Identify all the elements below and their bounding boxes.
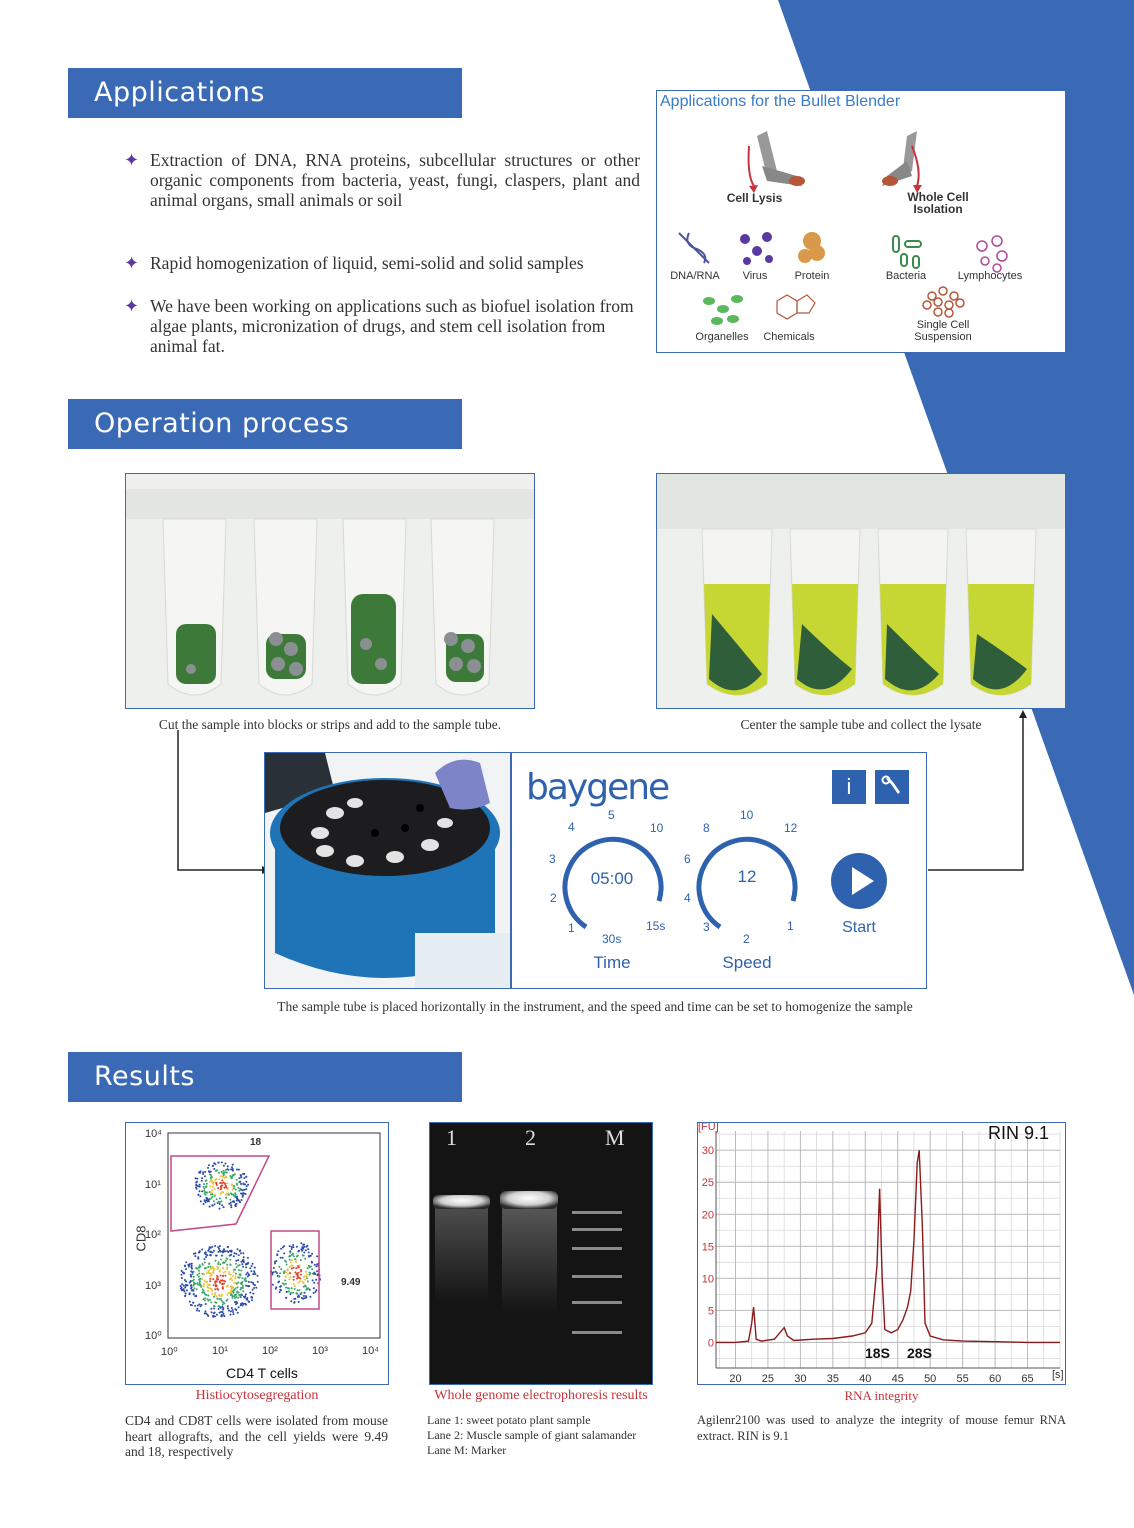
gate-label-949: 9.49 (341, 1277, 361, 1288)
time-tick: 3 (549, 852, 556, 866)
label-whole-cell: Whole Cell Isolation (907, 190, 969, 216)
speed-value: 12 (737, 867, 757, 886)
x-tick-label: 65 (1021, 1373, 1034, 1385)
y-tick: 10⁰ (145, 1330, 162, 1342)
time-tick: 5 (608, 808, 615, 822)
x-tick-label: 40 (859, 1373, 872, 1385)
rna-integrity-chart (697, 1122, 1066, 1385)
time-tick: 15s (646, 919, 666, 933)
speed-tick: 8 (703, 821, 710, 835)
peak-18s-label: 18S (865, 1345, 890, 1361)
x-tick-label: 45 (891, 1373, 904, 1385)
lane-label-2: 2 (525, 1125, 536, 1150)
rna-caption: RNA integrity (844, 1388, 919, 1403)
lane-label-m: M (605, 1125, 625, 1150)
x-tick-label: 20 (729, 1373, 742, 1385)
speed-tick: 3 (703, 920, 710, 934)
speed-tick: 6 (684, 852, 691, 866)
flow-description: CD4 and CD8T cells were isolated from mouse heart allografts, and the cell yields were 9.49 and 18, respectively (125, 1413, 388, 1459)
y-tick: 10² (145, 1229, 161, 1241)
operation-heading: Operation process (68, 399, 462, 449)
y-tick-label: 20 (701, 1209, 714, 1222)
control-panel (511, 752, 927, 989)
blender-instrument-image (265, 753, 511, 989)
gel-bands-graphic (430, 1123, 654, 1386)
figure-title: Applications for the Bullet Blender (660, 93, 901, 110)
s-unit-label: [s] (1052, 1369, 1064, 1381)
gel-description (427, 1413, 667, 1458)
label-virus: Virus (742, 270, 768, 282)
application-bullet-3: ✦ We have been working on applications such as biofuel isolation from algae plants, micronization of drugs, and stem cell isolation from animal fat. (124, 296, 634, 356)
label-protein: Protein (794, 270, 830, 282)
x-tick: 10⁴ (362, 1345, 379, 1357)
gel-lane-2-desc: Lane 2: Muscle sample of giant salamander (427, 1428, 637, 1442)
time-value: 05:00 (590, 869, 634, 888)
x-tick-label: 50 (924, 1373, 937, 1385)
y-axis-label: CD8 (133, 1225, 149, 1252)
time-tick: 1 (568, 921, 575, 935)
label-lymphocytes: Lymphocytes (957, 270, 1023, 282)
label-bacteria: Bacteria (885, 270, 927, 282)
y-tick-label: 10 (701, 1273, 714, 1286)
label-single-cell: Single Cell Suspension (914, 319, 972, 343)
y-tick-label: 25 (701, 1177, 714, 1190)
caption-step-3: Center the sample tube and collect the lysate (740, 717, 982, 732)
x-tick-label: 25 (761, 1373, 775, 1385)
speed-tick: 1 (787, 919, 794, 933)
x-tick-label: 35 (826, 1373, 839, 1385)
info-button[interactable]: i (832, 770, 866, 804)
application-bullet-1: ✦ Extraction of DNA, RNA proteins, subcellular structures or other organic components from bacteria, yeast, fungi, claspers, plant and animal organs, small animals or soil (124, 150, 640, 210)
rin-label: RIN 9.1 (988, 1123, 1050, 1143)
star-bullet-icon: ✦ (124, 253, 140, 273)
y-tick-label: 0 (707, 1337, 714, 1350)
application-bullet-2: ✦ Rapid homogenization of liquid, semi-solid and solid samples (124, 253, 584, 273)
flow-caption: Histiocytosegregation (195, 1388, 319, 1403)
y-tick-label: 30 (701, 1145, 714, 1158)
x-axis-label: CD4 T cells (226, 1365, 298, 1381)
label-dna: DNA/RNA (670, 270, 720, 282)
x-tick: 10¹ (212, 1345, 228, 1357)
lane-label-1: 1 (446, 1125, 457, 1150)
applications-heading: Applications (68, 68, 462, 118)
x-tick: 10² (262, 1345, 278, 1357)
speed-tick: 2 (743, 932, 750, 946)
time-tick: 2 (550, 891, 557, 905)
x-tick: 10⁰ (161, 1346, 178, 1358)
gate-label-18: 18 (250, 1137, 262, 1148)
start-label[interactable]: Start (842, 919, 876, 936)
star-bullet-icon: ✦ (124, 296, 140, 316)
caption-step-2: The sample tube is placed horizontally in the instrument, and the speed and time can be set to homogenize the sample (277, 999, 913, 1014)
time-tick: 10 (650, 821, 664, 835)
gel-lane-1-desc: Lane 1: sweet potato plant sample (427, 1413, 591, 1427)
x-tick-label: 55 (956, 1373, 969, 1385)
results-heading: Results (68, 1052, 462, 1102)
label-organelles: Organelles (695, 331, 749, 343)
y-tick-label: 5 (707, 1305, 714, 1318)
y-tick-label: 15 (701, 1241, 714, 1254)
rna-description: Agilenr2100 was used to analyze the integrity of mouse femur RNA extract. RIN is 9.1 (697, 1413, 1066, 1443)
y-tick: 10⁴ (145, 1128, 162, 1140)
fu-label: [FU] (698, 1122, 719, 1133)
time-tick: 30s (602, 932, 622, 946)
y-tick: 10¹ (145, 1179, 161, 1191)
speed-tick: 10 (740, 808, 754, 822)
gel-lane-m-desc: Lane M: Marker (427, 1443, 507, 1457)
y-tick: 10³ (145, 1280, 161, 1292)
label-cell-lysis: Cell Lysis (726, 191, 783, 205)
x-tick-label: 60 (988, 1373, 1002, 1385)
x-tick-label: 30 (794, 1373, 807, 1385)
speed-tick: 12 (784, 821, 798, 835)
flow-cytometry-plot (125, 1122, 389, 1385)
time-tick: 4 (568, 820, 575, 834)
caption-step-1: Cut the sample into blocks or strips and add to the sample tube. (158, 717, 502, 732)
instrument-photo (264, 752, 511, 989)
baygene-logo: baygene (526, 767, 669, 808)
x-tick: 10³ (312, 1345, 328, 1357)
speed-label: Speed (722, 953, 772, 972)
gel-image (429, 1122, 653, 1385)
gel-caption: Whole genome electrophoresis results (434, 1388, 648, 1403)
peak-28s-label: 28S (907, 1345, 932, 1361)
label-chemicals: Chemicals (763, 331, 815, 343)
star-bullet-icon: ✦ (124, 150, 140, 170)
speed-tick: 4 (684, 891, 691, 905)
time-label: Time (593, 953, 631, 972)
